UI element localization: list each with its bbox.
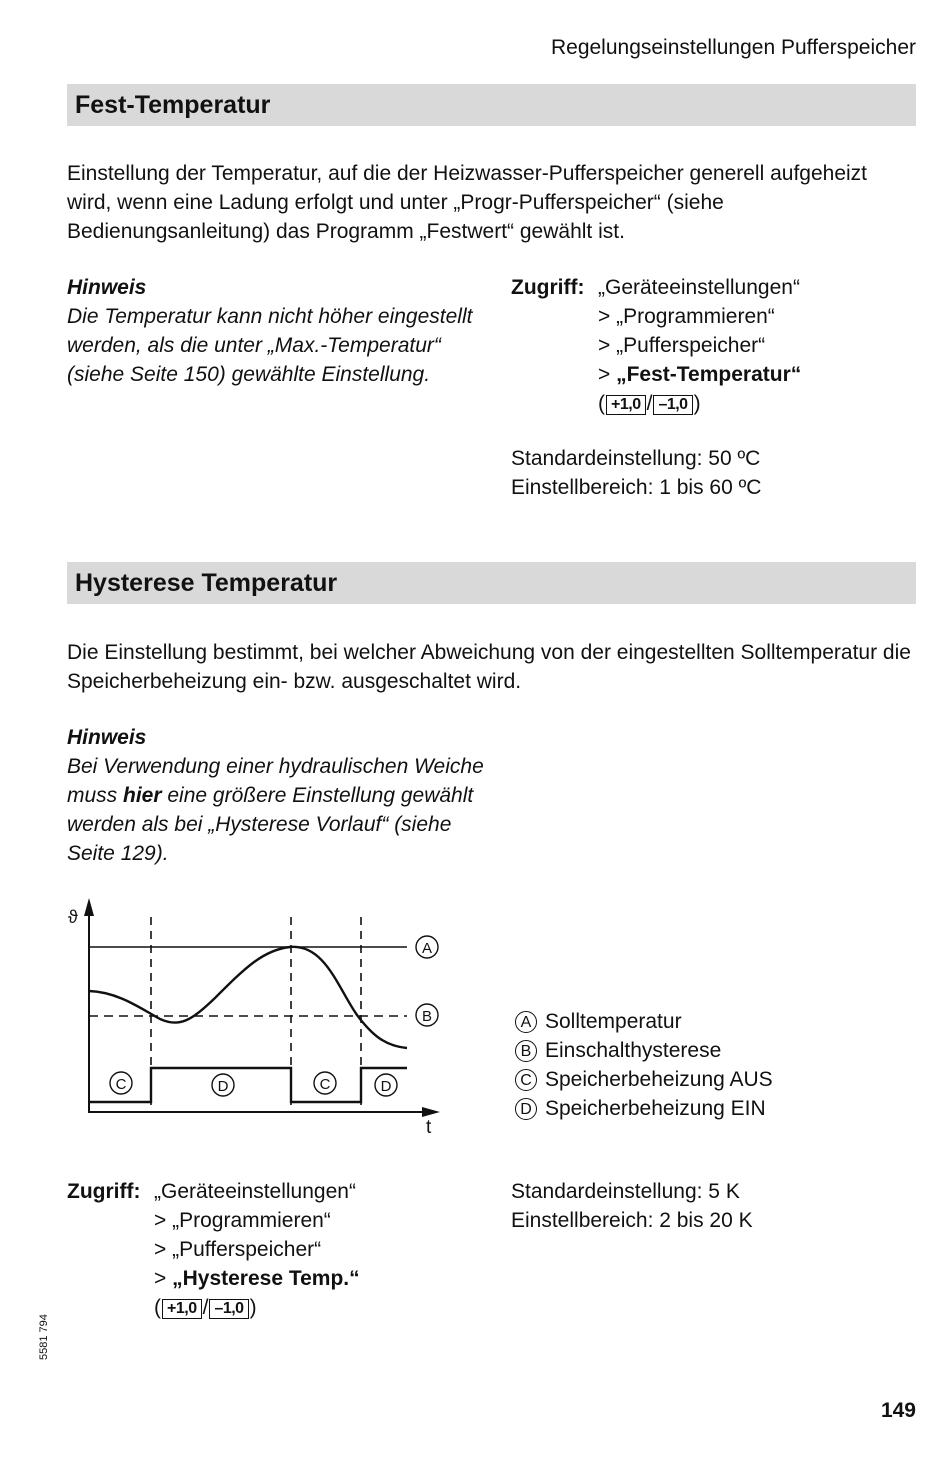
access-step: „Geräteeinstellungen“ [598,276,800,299]
marker-b [416,1004,438,1026]
diagram-legend [515,1007,773,1123]
section1-standard-setting: Standardeinstellung: 50 ºC [511,447,761,470]
decrement-key: –1,0 [653,395,692,415]
section1-access-path [511,273,931,418]
key-separator: / [646,392,653,415]
paren-open: ( [154,1296,161,1319]
legend-key: C [515,1069,537,1091]
marker-c-label: C [319,1076,331,1093]
temperature-curve [89,947,407,1048]
section-title-fest-temperatur: Fest-Temperatur [67,84,916,126]
marker-d-label: D [217,1078,229,1095]
paren-open: ( [598,392,605,415]
note-text-emphasis: hier [123,784,162,807]
section1-setting-range: Einstellbereich: 1 bis 60 ºC [511,476,762,499]
x-axis-symbol: t [426,1117,432,1138]
y-axis-symbol: ϑ [68,907,78,927]
access-step-prefix: > [598,363,617,386]
marker-a [416,936,438,958]
legend-item [515,1094,773,1123]
access-step: „Geräteeinstellungen“ [154,1180,356,1203]
legend-text: Einschalthysterese [545,1039,722,1062]
marker-d-label: D [380,1078,392,1095]
section2-access-path [67,1177,487,1322]
access-step: > „Pufferspeicher“ [154,1238,322,1261]
document-number: 5581 794 [38,1314,50,1360]
marker-d [375,1074,397,1096]
heating-state-line [89,1068,407,1102]
access-step: > „Pufferspeicher“ [598,334,766,357]
y-axis-arrow [84,898,94,916]
marker-a-label: A [421,940,433,957]
marker-d [212,1074,234,1096]
access-label: Zugriff: [511,276,585,299]
access-step-prefix: > [154,1267,173,1290]
access-step: > „Programmieren“ [598,305,775,328]
note-text-after: eine größere Einstellung gewählt werden als bei „Hysterese Vorlauf“ (siehe Seite 129). [67,784,474,865]
note-text: Die Temperatur kann nicht höher eingestellt werden, als die unter „Max.-Temperatur“ (siehe Seite 150) gewählte Einstellung. [67,305,473,386]
decrement-key: –1,0 [209,1299,248,1319]
marker-c [314,1072,336,1094]
page-number: 149 [880,1399,916,1422]
section2-setting-range: Einstellbereich: 2 bis 20 K [511,1209,753,1232]
hysteresis-diagram [60,895,460,1145]
section1-intro: Einstellung der Temperatur, auf die der Heizwasser-Pufferspeicher generell aufgeheizt wird, wenn eine Ladung erfolgt und unter „Progr-Pufferspeicher“ (siehe Bedienungsanleitung) das Programm „Festwert“ gewählt ist. [67,162,868,243]
legend-text: Solltemperatur [545,1010,682,1033]
x-axis-arrow [422,1107,440,1117]
note-label: Hinweis [67,276,147,299]
marker-c-label: C [115,1076,127,1093]
increment-key: +1,0 [162,1299,202,1319]
section2-note [67,723,497,868]
legend-key: D [515,1098,537,1120]
section2-standard-setting: Standardeinstellung: 5 K [511,1180,740,1203]
key-separator: / [202,1296,209,1319]
access-step-target: „Hysterese Temp.“ [172,1267,360,1290]
paren-close: ) [693,392,701,415]
legend-item [515,1036,773,1065]
marker-b-label: B [421,1008,433,1025]
legend-text: Speicherbeheizung AUS [545,1068,773,1091]
note-label: Hinweis [67,726,147,749]
access-step: > „Programmieren“ [154,1209,331,1232]
increment-key: +1,0 [606,395,646,415]
access-label: Zugriff: [67,1180,141,1203]
marker-c [110,1072,132,1094]
legend-text: Speicherbeheizung EIN [545,1097,766,1120]
running-header: Regelungseinstellungen Pufferspeicher [550,36,916,59]
section-title-hysterese-temperatur: Hysterese Temperatur [67,562,916,604]
access-step-target: „Fest-Temperatur“ [616,363,802,386]
legend-item [515,1065,773,1094]
section2-intro: Die Einstellung bestimmt, bei welcher Abweichung von der eingestellten Solltemperatur die Speicherbeheizung ein- bzw. ausgeschaltet wird. [67,641,911,693]
legend-key: B [515,1040,537,1062]
legend-item [515,1007,773,1036]
note-text-before: Bei Verwendung einer hydraulischen Weiche muss [67,755,484,807]
section1-note [67,273,497,389]
legend-key: A [515,1011,537,1033]
paren-close: ) [249,1296,257,1319]
